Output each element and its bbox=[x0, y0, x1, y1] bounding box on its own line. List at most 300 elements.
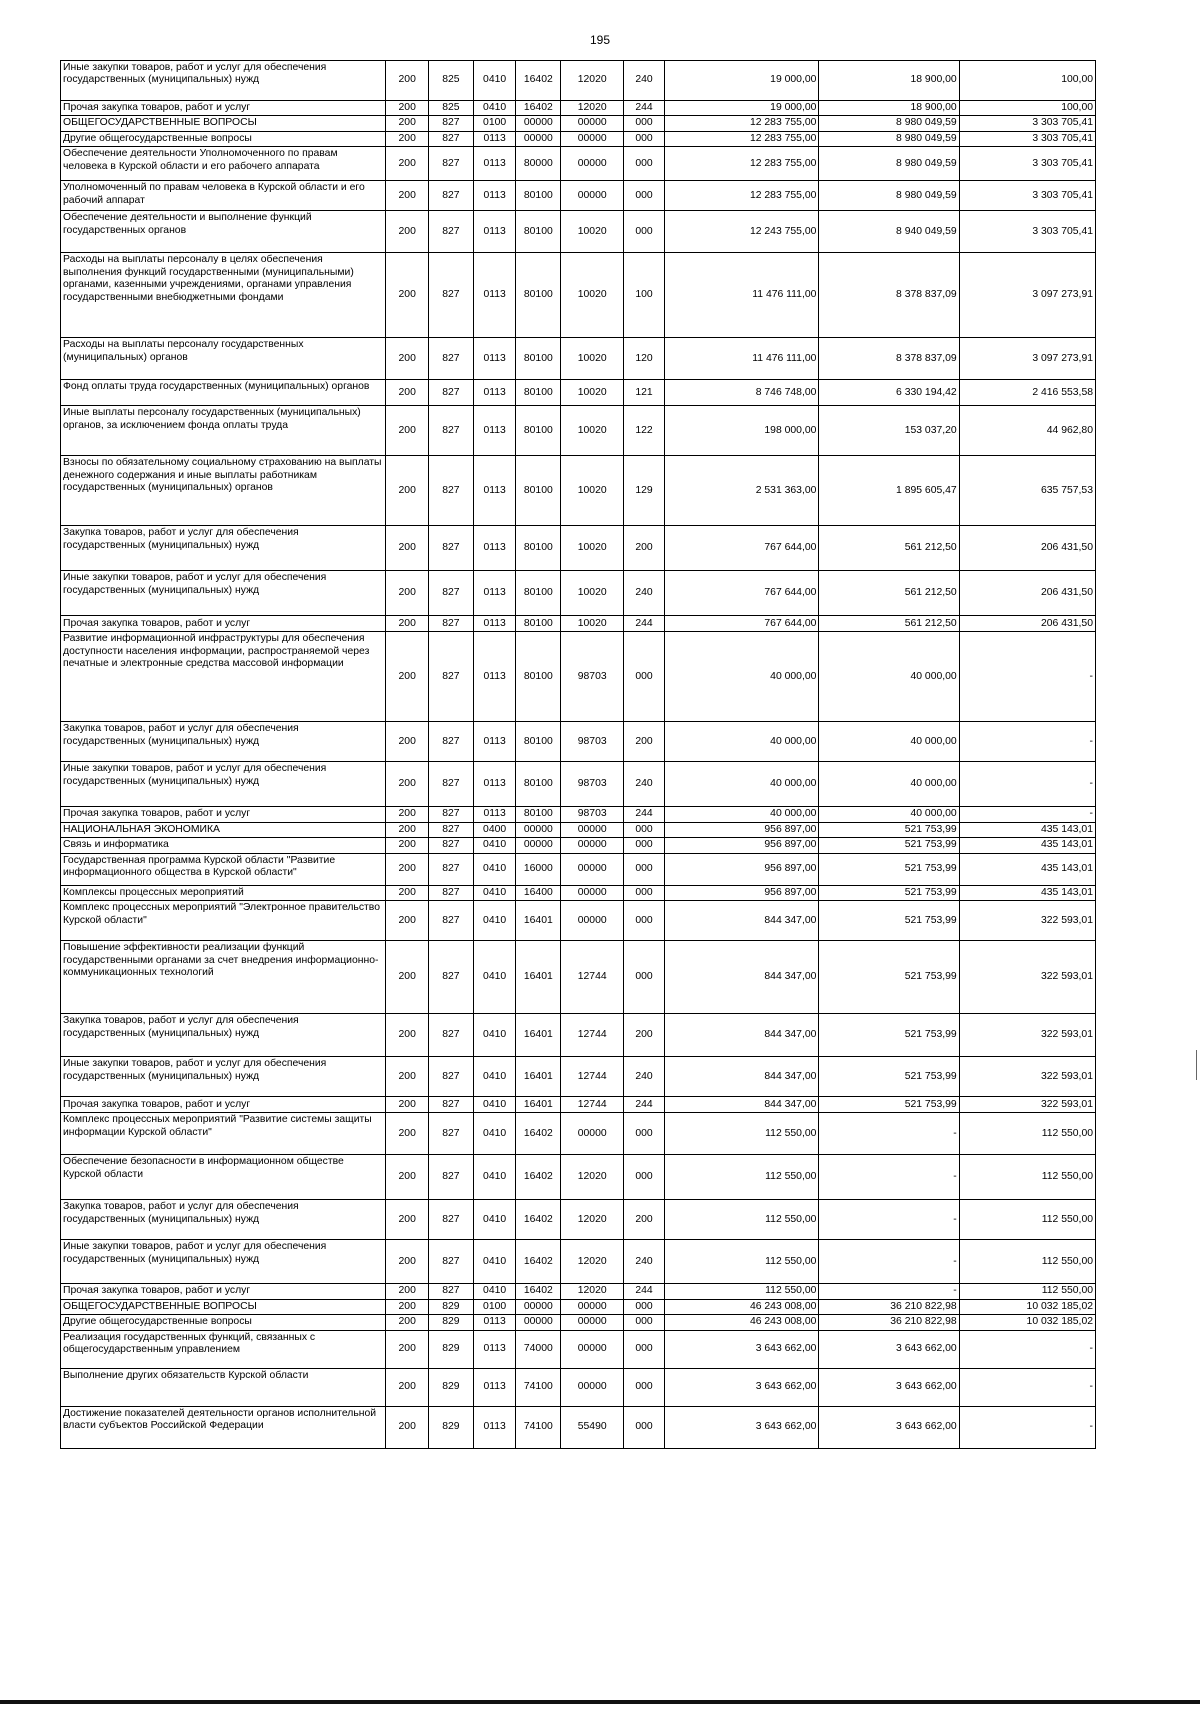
code-cell-c5: 10020 bbox=[561, 406, 624, 456]
code-cell-c6: 240 bbox=[624, 1240, 665, 1284]
amount-cell-v3: 322 593,01 bbox=[959, 1097, 1095, 1113]
table-row bbox=[61, 1097, 1096, 1113]
amount-cell-v2: 3 643 662,00 bbox=[819, 1406, 959, 1448]
table-row bbox=[61, 526, 1096, 571]
code-cell-c4: 00000 bbox=[516, 822, 561, 837]
code-cell-c6: 000 bbox=[624, 131, 665, 146]
amount-cell-v2: - bbox=[819, 1200, 959, 1240]
scan-edge-mark bbox=[1196, 1050, 1197, 1080]
amount-cell-v1: 12 243 755,00 bbox=[664, 211, 819, 253]
row-name-cell: Обеспечение деятельности Уполномоченного по правам человека в Курской области и его рабочего аппарата bbox=[61, 147, 386, 181]
row-name-cell: Комплекс процессных мероприятий "Развитие системы защиты информации Курской области" bbox=[61, 1113, 386, 1155]
code-cell-c3: 0410 bbox=[473, 1284, 516, 1299]
amount-cell-v2: - bbox=[819, 1240, 959, 1284]
code-cell-c4: 80100 bbox=[516, 456, 561, 526]
table-row bbox=[61, 101, 1096, 116]
code-cell-c5: 00000 bbox=[561, 822, 624, 837]
code-cell-c3: 0113 bbox=[473, 181, 516, 211]
code-cell-c2: 827 bbox=[429, 1240, 474, 1284]
table-row bbox=[61, 338, 1096, 380]
code-cell-c3: 0410 bbox=[473, 885, 516, 900]
code-cell-c5: 00000 bbox=[561, 853, 624, 885]
amount-cell-v2: 521 753,99 bbox=[819, 853, 959, 885]
code-cell-c6: 000 bbox=[624, 941, 665, 1014]
code-cell-c4: 80100 bbox=[516, 406, 561, 456]
code-cell-c3: 0113 bbox=[473, 380, 516, 406]
row-name-cell: Связь и информатика bbox=[61, 838, 386, 853]
row-name-cell: Иные выплаты персоналу государственных (муниципальных) органов, за исключением фонда оплаты труда bbox=[61, 406, 386, 456]
code-cell-c6: 244 bbox=[624, 807, 665, 822]
amount-cell-v3: 3 303 705,41 bbox=[959, 211, 1095, 253]
code-cell-c1: 200 bbox=[386, 1014, 429, 1057]
code-cell-c5: 12020 bbox=[561, 1155, 624, 1200]
row-name-cell: Прочая закупка товаров, работ и услуг bbox=[61, 101, 386, 116]
code-cell-c5: 00000 bbox=[561, 1330, 624, 1368]
amount-cell-v2: 3 643 662,00 bbox=[819, 1330, 959, 1368]
amount-cell-v3: 2 416 553,58 bbox=[959, 380, 1095, 406]
amount-cell-v2: 521 753,99 bbox=[819, 1014, 959, 1057]
code-cell-c2: 827 bbox=[429, 901, 474, 941]
amount-cell-v2: 153 037,20 bbox=[819, 406, 959, 456]
amount-cell-v2: 40 000,00 bbox=[819, 807, 959, 822]
amount-cell-v3: 206 431,50 bbox=[959, 571, 1095, 616]
row-name-cell: Иные закупки товаров, работ и услуг для обеспечения государственных (муниципальных) нужд bbox=[61, 571, 386, 616]
code-cell-c4: 74100 bbox=[516, 1406, 561, 1448]
table-row bbox=[61, 1284, 1096, 1299]
code-cell-c1: 200 bbox=[386, 456, 429, 526]
amount-cell-v3: 112 550,00 bbox=[959, 1155, 1095, 1200]
code-cell-c2: 829 bbox=[429, 1330, 474, 1368]
amount-cell-v3: 635 757,53 bbox=[959, 456, 1095, 526]
table-row bbox=[61, 901, 1096, 941]
amount-cell-v2: 561 212,50 bbox=[819, 571, 959, 616]
code-cell-c3: 0410 bbox=[473, 1200, 516, 1240]
table-row bbox=[61, 632, 1096, 722]
code-cell-c4: 16402 bbox=[516, 1240, 561, 1284]
code-cell-c6: 000 bbox=[624, 885, 665, 900]
table-row bbox=[61, 616, 1096, 632]
amount-cell-v3: 3 303 705,41 bbox=[959, 147, 1095, 181]
code-cell-c4: 80100 bbox=[516, 571, 561, 616]
code-cell-c2: 827 bbox=[429, 406, 474, 456]
code-cell-c6: 000 bbox=[624, 1113, 665, 1155]
table-row bbox=[61, 253, 1096, 338]
amount-cell-v2: 521 753,99 bbox=[819, 822, 959, 837]
code-cell-c4: 80100 bbox=[516, 632, 561, 722]
code-cell-c3: 0113 bbox=[473, 571, 516, 616]
code-cell-c5: 10020 bbox=[561, 338, 624, 380]
amount-cell-v3: - bbox=[959, 1368, 1095, 1406]
amount-cell-v3: - bbox=[959, 722, 1095, 762]
code-cell-c5: 12020 bbox=[561, 61, 624, 101]
code-cell-c2: 827 bbox=[429, 1097, 474, 1113]
amount-cell-v1: 844 347,00 bbox=[664, 1014, 819, 1057]
code-cell-c6: 244 bbox=[624, 101, 665, 116]
amount-cell-v3: 10 032 185,02 bbox=[959, 1315, 1095, 1330]
amount-cell-v1: 767 644,00 bbox=[664, 526, 819, 571]
amount-cell-v1: 198 000,00 bbox=[664, 406, 819, 456]
code-cell-c2: 827 bbox=[429, 1200, 474, 1240]
amount-cell-v1: 956 897,00 bbox=[664, 822, 819, 837]
code-cell-c4: 16402 bbox=[516, 1155, 561, 1200]
row-name-cell: Расходы на выплаты персоналу в целях обеспечения выполнения функций государственными (муниципальными) органами, казенными учреждениями, органами управления государственными внебюджетными фондами bbox=[61, 253, 386, 338]
table-row bbox=[61, 456, 1096, 526]
code-cell-c1: 200 bbox=[386, 1330, 429, 1368]
amount-cell-v1: 40 000,00 bbox=[664, 762, 819, 807]
code-cell-c5: 10020 bbox=[561, 380, 624, 406]
code-cell-c5: 98703 bbox=[561, 762, 624, 807]
amount-cell-v2: 561 212,50 bbox=[819, 526, 959, 571]
code-cell-c6: 000 bbox=[624, 1330, 665, 1368]
amount-cell-v2: 6 330 194,42 bbox=[819, 380, 959, 406]
code-cell-c1: 200 bbox=[386, 1057, 429, 1097]
table-row bbox=[61, 131, 1096, 146]
code-cell-c5: 12020 bbox=[561, 1200, 624, 1240]
amount-cell-v3: 44 962,80 bbox=[959, 406, 1095, 456]
table-row bbox=[61, 1299, 1096, 1314]
amount-cell-v1: 112 550,00 bbox=[664, 1155, 819, 1200]
amount-cell-v2: 3 643 662,00 bbox=[819, 1368, 959, 1406]
amount-cell-v3: 112 550,00 bbox=[959, 1240, 1095, 1284]
code-cell-c3: 0113 bbox=[473, 456, 516, 526]
code-cell-c5: 98703 bbox=[561, 807, 624, 822]
code-cell-c3: 0410 bbox=[473, 853, 516, 885]
code-cell-c5: 10020 bbox=[561, 571, 624, 616]
amount-cell-v2: 8 378 837,09 bbox=[819, 253, 959, 338]
table-row bbox=[61, 211, 1096, 253]
code-cell-c5: 12744 bbox=[561, 941, 624, 1014]
code-cell-c4: 16401 bbox=[516, 901, 561, 941]
code-cell-c1: 200 bbox=[386, 380, 429, 406]
amount-cell-v2: - bbox=[819, 1155, 959, 1200]
code-cell-c6: 000 bbox=[624, 1155, 665, 1200]
code-cell-c1: 200 bbox=[386, 571, 429, 616]
code-cell-c6: 100 bbox=[624, 253, 665, 338]
amount-cell-v3: 3 097 273,91 bbox=[959, 253, 1095, 338]
row-name-cell: Выполнение других обязательств Курской области bbox=[61, 1368, 386, 1406]
code-cell-c1: 200 bbox=[386, 147, 429, 181]
amount-cell-v2: 521 753,99 bbox=[819, 838, 959, 853]
code-cell-c5: 00000 bbox=[561, 1315, 624, 1330]
table-row bbox=[61, 1330, 1096, 1368]
code-cell-c4: 80000 bbox=[516, 147, 561, 181]
code-cell-c3: 0113 bbox=[473, 1406, 516, 1448]
code-cell-c2: 829 bbox=[429, 1315, 474, 1330]
code-cell-c4: 80100 bbox=[516, 211, 561, 253]
code-cell-c2: 827 bbox=[429, 380, 474, 406]
code-cell-c3: 0100 bbox=[473, 116, 516, 131]
amount-cell-v1: 112 550,00 bbox=[664, 1200, 819, 1240]
code-cell-c5: 00000 bbox=[561, 181, 624, 211]
amount-cell-v3: - bbox=[959, 807, 1095, 822]
amount-cell-v1: 3 643 662,00 bbox=[664, 1330, 819, 1368]
code-cell-c2: 825 bbox=[429, 61, 474, 101]
code-cell-c1: 200 bbox=[386, 338, 429, 380]
amount-cell-v2: 18 900,00 bbox=[819, 101, 959, 116]
code-cell-c5: 00000 bbox=[561, 1113, 624, 1155]
code-cell-c1: 200 bbox=[386, 822, 429, 837]
code-cell-c5: 10020 bbox=[561, 616, 624, 632]
row-name-cell: Достижение показателей деятельности органов исполнительной власти субъектов Российской Федерации bbox=[61, 1406, 386, 1448]
amount-cell-v1: 112 550,00 bbox=[664, 1240, 819, 1284]
code-cell-c1: 200 bbox=[386, 1113, 429, 1155]
row-name-cell: Обеспечение деятельности и выполнение функций государственных органов bbox=[61, 211, 386, 253]
code-cell-c4: 74100 bbox=[516, 1368, 561, 1406]
code-cell-c3: 0410 bbox=[473, 1113, 516, 1155]
amount-cell-v1: 844 347,00 bbox=[664, 1097, 819, 1113]
code-cell-c3: 0410 bbox=[473, 101, 516, 116]
code-cell-c3: 0113 bbox=[473, 722, 516, 762]
code-cell-c5: 12020 bbox=[561, 101, 624, 116]
amount-cell-v3: - bbox=[959, 762, 1095, 807]
code-cell-c5: 00000 bbox=[561, 901, 624, 941]
code-cell-c2: 827 bbox=[429, 116, 474, 131]
code-cell-c3: 0400 bbox=[473, 822, 516, 837]
amount-cell-v3: 3 303 705,41 bbox=[959, 181, 1095, 211]
amount-cell-v2: 8 378 837,09 bbox=[819, 338, 959, 380]
amount-cell-v1: 956 897,00 bbox=[664, 885, 819, 900]
amount-cell-v2: 36 210 822,98 bbox=[819, 1299, 959, 1314]
code-cell-c1: 200 bbox=[386, 1368, 429, 1406]
code-cell-c4: 16401 bbox=[516, 1014, 561, 1057]
amount-cell-v1: 112 550,00 bbox=[664, 1113, 819, 1155]
row-name-cell: Комплексы процессных мероприятий bbox=[61, 885, 386, 900]
code-cell-c6: 244 bbox=[624, 616, 665, 632]
code-cell-c6: 000 bbox=[624, 1315, 665, 1330]
code-cell-c5: 00000 bbox=[561, 885, 624, 900]
amount-cell-v2: 36 210 822,98 bbox=[819, 1315, 959, 1330]
code-cell-c6: 000 bbox=[624, 211, 665, 253]
code-cell-c2: 827 bbox=[429, 885, 474, 900]
code-cell-c2: 827 bbox=[429, 807, 474, 822]
code-cell-c1: 200 bbox=[386, 853, 429, 885]
code-cell-c3: 0113 bbox=[473, 1368, 516, 1406]
row-name-cell: Обеспечение безопасности в информационном обществе Курской области bbox=[61, 1155, 386, 1200]
code-cell-c3: 0410 bbox=[473, 1057, 516, 1097]
page-number: 195 bbox=[589, 33, 611, 47]
amount-cell-v3: 112 550,00 bbox=[959, 1284, 1095, 1299]
code-cell-c3: 0410 bbox=[473, 1014, 516, 1057]
amount-cell-v1: 12 283 755,00 bbox=[664, 116, 819, 131]
code-cell-c6: 240 bbox=[624, 1057, 665, 1097]
code-cell-c6: 122 bbox=[624, 406, 665, 456]
row-name-cell: Прочая закупка товаров, работ и услуг bbox=[61, 807, 386, 822]
amount-cell-v3: 322 593,01 bbox=[959, 901, 1095, 941]
code-cell-c1: 200 bbox=[386, 526, 429, 571]
code-cell-c2: 827 bbox=[429, 1155, 474, 1200]
table-row bbox=[61, 1315, 1096, 1330]
code-cell-c1: 200 bbox=[386, 1240, 429, 1284]
code-cell-c3: 0113 bbox=[473, 1330, 516, 1368]
row-name-cell: Иные закупки товаров, работ и услуг для обеспечения государственных (муниципальных) нужд bbox=[61, 61, 386, 101]
code-cell-c3: 0113 bbox=[473, 526, 516, 571]
row-name-cell: Расходы на выплаты персоналу государственных (муниципальных) органов bbox=[61, 338, 386, 380]
code-cell-c4: 00000 bbox=[516, 1315, 561, 1330]
code-cell-c2: 827 bbox=[429, 941, 474, 1014]
code-cell-c5: 12020 bbox=[561, 1284, 624, 1299]
amount-cell-v3: 100,00 bbox=[959, 61, 1095, 101]
code-cell-c1: 200 bbox=[386, 722, 429, 762]
code-cell-c3: 0113 bbox=[473, 338, 516, 380]
code-cell-c2: 827 bbox=[429, 147, 474, 181]
amount-cell-v2: - bbox=[819, 1284, 959, 1299]
code-cell-c1: 200 bbox=[386, 1299, 429, 1314]
row-name-cell: Прочая закупка товаров, работ и услуг bbox=[61, 1284, 386, 1299]
code-cell-c1: 200 bbox=[386, 941, 429, 1014]
amount-cell-v1: 40 000,00 bbox=[664, 632, 819, 722]
table-row bbox=[61, 181, 1096, 211]
amount-cell-v2: 1 895 605,47 bbox=[819, 456, 959, 526]
code-cell-c2: 827 bbox=[429, 722, 474, 762]
code-cell-c2: 825 bbox=[429, 101, 474, 116]
code-cell-c2: 827 bbox=[429, 131, 474, 146]
row-name-cell: Развитие информационной инфраструктуры для обеспечения доступности населения информации, распространяемой через печатные и электронные средства массовой информации bbox=[61, 632, 386, 722]
code-cell-c1: 200 bbox=[386, 101, 429, 116]
code-cell-c4: 16402 bbox=[516, 101, 561, 116]
amount-cell-v3: 3 097 273,91 bbox=[959, 338, 1095, 380]
row-name-cell: Уполномоченный по правам человека в Курской области и его рабочий аппарат bbox=[61, 181, 386, 211]
code-cell-c4: 16402 bbox=[516, 1200, 561, 1240]
code-cell-c4: 80100 bbox=[516, 181, 561, 211]
code-cell-c2: 827 bbox=[429, 838, 474, 853]
amount-cell-v3: 322 593,01 bbox=[959, 1057, 1095, 1097]
amount-cell-v3: - bbox=[959, 1406, 1095, 1448]
code-cell-c1: 200 bbox=[386, 1284, 429, 1299]
row-name-cell: Фонд оплаты труда государственных (муниципальных) органов bbox=[61, 380, 386, 406]
row-name-cell: Закупка товаров, работ и услуг для обеспечения государственных (муниципальных) нужд bbox=[61, 722, 386, 762]
amount-cell-v1: 844 347,00 bbox=[664, 901, 819, 941]
amount-cell-v3: 435 143,01 bbox=[959, 885, 1095, 900]
code-cell-c4: 16401 bbox=[516, 941, 561, 1014]
amount-cell-v1: 2 531 363,00 bbox=[664, 456, 819, 526]
amount-cell-v1: 12 283 755,00 bbox=[664, 181, 819, 211]
code-cell-c2: 827 bbox=[429, 853, 474, 885]
code-cell-c2: 827 bbox=[429, 571, 474, 616]
amount-cell-v1: 19 000,00 bbox=[664, 101, 819, 116]
amount-cell-v3: 435 143,01 bbox=[959, 853, 1095, 885]
code-cell-c3: 0113 bbox=[473, 1315, 516, 1330]
code-cell-c3: 0410 bbox=[473, 1097, 516, 1113]
code-cell-c3: 0113 bbox=[473, 632, 516, 722]
amount-cell-v2: 521 753,99 bbox=[819, 901, 959, 941]
amount-cell-v3: 3 303 705,41 bbox=[959, 116, 1095, 131]
amount-cell-v1: 844 347,00 bbox=[664, 941, 819, 1014]
row-name-cell: Иные закупки товаров, работ и услуг для обеспечения государственных (муниципальных) нужд bbox=[61, 762, 386, 807]
code-cell-c5: 12744 bbox=[561, 1014, 624, 1057]
code-cell-c6: 121 bbox=[624, 380, 665, 406]
table-row bbox=[61, 1406, 1096, 1448]
code-cell-c1: 200 bbox=[386, 838, 429, 853]
code-cell-c6: 000 bbox=[624, 838, 665, 853]
table-row bbox=[61, 1155, 1096, 1200]
code-cell-c2: 829 bbox=[429, 1368, 474, 1406]
amount-cell-v3: 100,00 bbox=[959, 101, 1095, 116]
table-row bbox=[61, 406, 1096, 456]
code-cell-c3: 0410 bbox=[473, 61, 516, 101]
code-cell-c5: 10020 bbox=[561, 253, 624, 338]
code-cell-c4: 16402 bbox=[516, 61, 561, 101]
code-cell-c4: 80100 bbox=[516, 616, 561, 632]
table-row bbox=[61, 822, 1096, 837]
code-cell-c1: 200 bbox=[386, 211, 429, 253]
code-cell-c4: 80100 bbox=[516, 722, 561, 762]
table-body bbox=[61, 61, 1096, 1449]
code-cell-c6: 000 bbox=[624, 901, 665, 941]
code-cell-c3: 0113 bbox=[473, 406, 516, 456]
code-cell-c3: 0410 bbox=[473, 1155, 516, 1200]
amount-cell-v2: 8 980 049,59 bbox=[819, 181, 959, 211]
amount-cell-v2: - bbox=[819, 1113, 959, 1155]
amount-cell-v3: 322 593,01 bbox=[959, 1014, 1095, 1057]
code-cell-c2: 827 bbox=[429, 181, 474, 211]
code-cell-c1: 200 bbox=[386, 616, 429, 632]
amount-cell-v3: 112 550,00 bbox=[959, 1200, 1095, 1240]
code-cell-c1: 200 bbox=[386, 1315, 429, 1330]
code-cell-c4: 80100 bbox=[516, 253, 561, 338]
amount-cell-v3: 206 431,50 bbox=[959, 616, 1095, 632]
code-cell-c1: 200 bbox=[386, 632, 429, 722]
amount-cell-v2: 521 753,99 bbox=[819, 1057, 959, 1097]
code-cell-c4: 16402 bbox=[516, 1284, 561, 1299]
row-name-cell: Закупка товаров, работ и услуг для обеспечения государственных (муниципальных) нужд bbox=[61, 1200, 386, 1240]
amount-cell-v1: 844 347,00 bbox=[664, 1057, 819, 1097]
code-cell-c4: 00000 bbox=[516, 838, 561, 853]
amount-cell-v1: 956 897,00 bbox=[664, 853, 819, 885]
code-cell-c6: 244 bbox=[624, 1097, 665, 1113]
amount-cell-v1: 46 243 008,00 bbox=[664, 1299, 819, 1314]
row-name-cell: Другие общегосударственные вопросы bbox=[61, 131, 386, 146]
amount-cell-v1: 11 476 111,00 bbox=[664, 253, 819, 338]
row-name-cell: Реализация государственных функций, связанных с общегосударственным управлением bbox=[61, 1330, 386, 1368]
code-cell-c4: 80100 bbox=[516, 526, 561, 571]
code-cell-c5: 12744 bbox=[561, 1097, 624, 1113]
code-cell-c2: 827 bbox=[429, 456, 474, 526]
amount-cell-v1: 12 283 755,00 bbox=[664, 131, 819, 146]
code-cell-c6: 000 bbox=[624, 1368, 665, 1406]
code-cell-c4: 80100 bbox=[516, 762, 561, 807]
table-row bbox=[61, 1200, 1096, 1240]
row-name-cell: ОБЩЕГОСУДАРСТВЕННЫЕ ВОПРОСЫ bbox=[61, 1299, 386, 1314]
code-cell-c5: 55490 bbox=[561, 1406, 624, 1448]
amount-cell-v3: 3 303 705,41 bbox=[959, 131, 1095, 146]
code-cell-c3: 0113 bbox=[473, 253, 516, 338]
code-cell-c4: 74000 bbox=[516, 1330, 561, 1368]
code-cell-c6: 000 bbox=[624, 116, 665, 131]
amount-cell-v1: 767 644,00 bbox=[664, 571, 819, 616]
table-row bbox=[61, 722, 1096, 762]
amount-cell-v2: 8 940 049,59 bbox=[819, 211, 959, 253]
code-cell-c1: 200 bbox=[386, 1097, 429, 1113]
code-cell-c3: 0113 bbox=[473, 616, 516, 632]
code-cell-c2: 827 bbox=[429, 632, 474, 722]
code-cell-c3: 0113 bbox=[473, 147, 516, 181]
amount-cell-v3: - bbox=[959, 632, 1095, 722]
code-cell-c2: 827 bbox=[429, 526, 474, 571]
row-name-cell: Комплекс процессных мероприятий "Электронное правительство Курской области" bbox=[61, 901, 386, 941]
budget-execution-table bbox=[60, 60, 1096, 1449]
table-row bbox=[61, 1057, 1096, 1097]
code-cell-c1: 200 bbox=[386, 61, 429, 101]
table-row bbox=[61, 1368, 1096, 1406]
amount-cell-v1: 46 243 008,00 bbox=[664, 1315, 819, 1330]
amount-cell-v3: - bbox=[959, 1330, 1095, 1368]
code-cell-c6: 000 bbox=[624, 853, 665, 885]
code-cell-c2: 827 bbox=[429, 253, 474, 338]
code-cell-c6: 129 bbox=[624, 456, 665, 526]
code-cell-c4: 00000 bbox=[516, 1299, 561, 1314]
code-cell-c6: 240 bbox=[624, 762, 665, 807]
amount-cell-v2: 8 980 049,59 bbox=[819, 147, 959, 181]
